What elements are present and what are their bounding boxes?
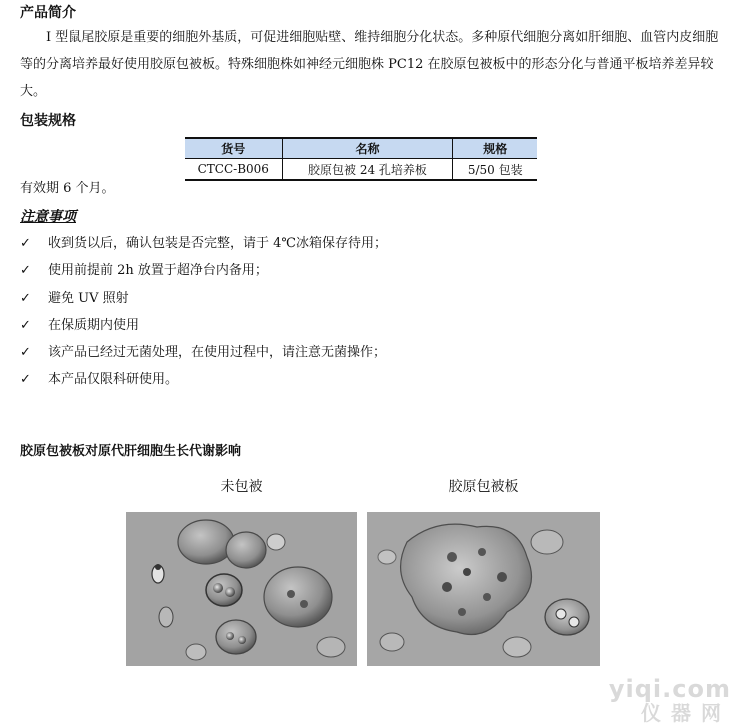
spec-table-header-row	[185, 138, 537, 159]
list-item	[20, 315, 387, 342]
figure-title: 胶原包被板对原代肝细胞生长代谢影响	[20, 444, 242, 459]
note-text: 该产品已经过无菌处理，在使用过程中，请注意无菌操作；	[48, 345, 387, 361]
notes-list	[20, 233, 387, 397]
intro-paragraph	[20, 24, 720, 105]
note-text: 避免 UV 照射	[48, 290, 129, 306]
cell-sku: CTCC-B006	[185, 159, 282, 181]
intro-paragraph-text: I 型鼠尾胶原是重要的细胞外基质，可促进细胞贴壁、维持细胞分化状态。多种原代细胞分离如肝细胞、血管内皮细胞等的分离培养最好使用胶原包被板。特殊细胞株如神经元细胞株 PC12 在胶原包被板中的形态分化与普通平板培养差异较大。	[20, 30, 719, 99]
coated-micrograph	[367, 512, 600, 666]
cell-spec: 5/50 包装	[453, 159, 537, 181]
cell-name: 胶原包被 24 孔培养板	[282, 159, 453, 181]
uncoated-label: 未包被	[220, 479, 263, 495]
coated-micrograph-image	[367, 512, 600, 666]
list-item	[20, 288, 387, 315]
spec-table	[185, 137, 537, 181]
header-name: 名称	[282, 138, 453, 159]
note-text: 使用前提前 2h 放置于超净台内备用；	[48, 263, 268, 279]
check-icon: ✓	[20, 290, 31, 306]
notes-heading: 注意事项	[20, 209, 76, 225]
coated-label: 胶原包被板	[448, 479, 519, 495]
check-icon: ✓	[20, 263, 31, 279]
list-item	[20, 342, 387, 369]
note-text: 本产品仅限科研使用。	[48, 372, 179, 388]
uncoated-micrograph-image	[126, 512, 357, 666]
table-row	[185, 159, 537, 181]
list-item	[20, 260, 387, 287]
watermark-site: yiqi.com	[608, 675, 731, 703]
check-icon: ✓	[20, 345, 31, 361]
note-text: 收到货以后，确认包装是否完整，请于 4℃冰箱保存待用；	[48, 236, 387, 251]
list-item	[20, 233, 387, 260]
uncoated-micrograph	[126, 512, 357, 666]
packaging-heading: 包装规格	[20, 113, 76, 129]
header-sku: 货号	[185, 138, 282, 159]
header-spec: 规格	[453, 138, 537, 159]
check-icon: ✓	[20, 372, 31, 388]
validity-text: 有效期 6 个月。	[20, 181, 115, 196]
watermark	[609, 676, 731, 724]
check-icon: ✓	[20, 236, 31, 251]
watermark-brand: 仪器网	[641, 701, 731, 725]
check-icon: ✓	[20, 317, 31, 333]
note-text: 在保质期内使用	[48, 317, 140, 333]
list-item	[20, 369, 387, 396]
intro-heading: 产品简介	[20, 5, 76, 21]
